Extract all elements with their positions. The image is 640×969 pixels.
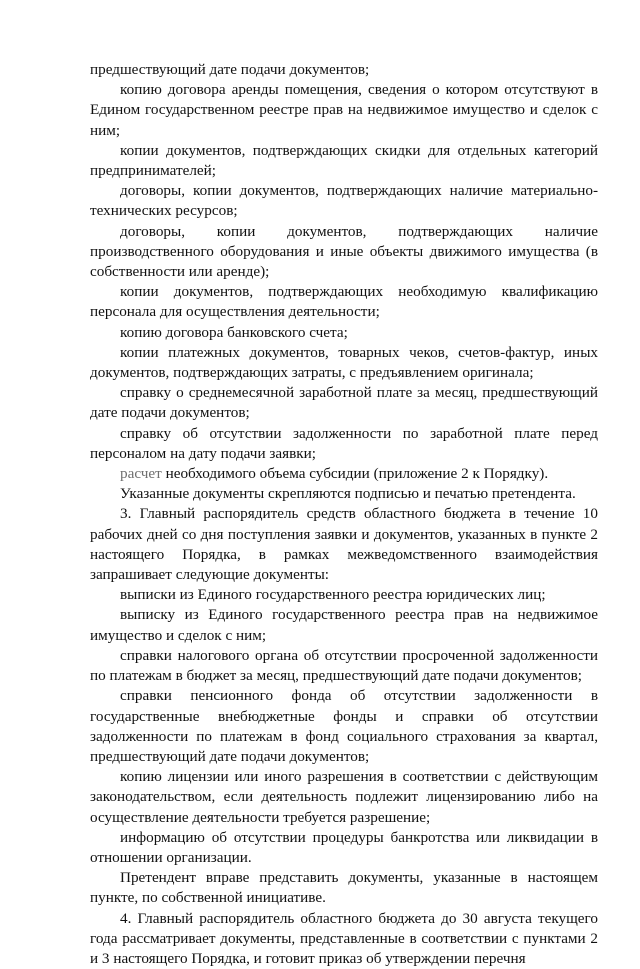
paragraph-lease-contract: копию договора аренды помещения, сведения о котором отсутствуют в Едином государственном реестре прав на недвижимое имущество и сделок с ним; bbox=[90, 81, 598, 139]
paragraph-signature-seal: Указанные документы скрепляются подписью и печатью претендента. bbox=[120, 485, 576, 503]
paragraph-bank-account: копию договора банковского счета; bbox=[120, 323, 348, 341]
paragraph-license-copy: копию лицензии или иного разрешения в соответствии с действующим законодательством, если деятельность подлежит лицензированию либо на осуществление деятельности требуется разрешение; bbox=[90, 768, 598, 826]
paragraph-staff-qualification: копии документов, подтверждающих необходимую квалификацию персонала для осуществления деятельности; bbox=[90, 283, 598, 321]
paragraph-production-equipment: договоры, копии документов, подтверждающих наличие производственного оборудования и иные объекты движимого имущества (в собственности или аренде); bbox=[90, 222, 598, 281]
paragraph-section-4: 4. Главный распорядитель областного бюджета до 30 августа текущего года рассматривает документы, представленные в соответствии с пунктами 2 и 3 настоящего Порядка, и готовит приказ об утверждении перечня bbox=[90, 909, 598, 967]
paragraph-salary-debt: справку об отсутствии задолженности по заработной плате перед персоналом на дату подачи заявки; bbox=[90, 424, 598, 462]
paragraph-payment-documents: копии платежных документов, товарных чеков, счетов-фактур, иных документов, подтверждающих затраты, с предъявлением оригинала; bbox=[90, 343, 598, 382]
paragraph-pension-fund-certificate: справки пенсионного фонда об отсутствии задолженности в государственные внебюджетные фонды и справки об отсутствии задолженности по платежам в фонд социального страхования за квартал, предшествующий дате подачи документов; bbox=[90, 687, 598, 765]
paragraph-bankruptcy-info: информацию об отсутствии процедуры банкротства или ликвидации в отношении организации. bbox=[90, 828, 598, 866]
paragraph-text: необходимого объема субсидии (приложение 2 к Порядку). bbox=[161, 465, 549, 483]
paragraph-continuation: предшествующий дате подачи документов; bbox=[90, 61, 370, 78]
faint-word: расчет bbox=[120, 465, 162, 483]
paragraph-property-register-extract: выписку из Единого государственного реестра прав на недвижимое имущество и сделок с ним; bbox=[90, 606, 598, 644]
paragraph-discount-documents: копии документов, подтверждающих скидки для отдельных категорий предпринимателей; bbox=[90, 141, 598, 180]
paragraph-average-salary: справку о среднемесячной заработной плате за месяц, предшествующий дате подачи документов; bbox=[90, 384, 598, 422]
document-page bbox=[90, 60, 598, 969]
paragraph-own-initiative: Претендент вправе представить документы, указанные в настоящем пункте, по собственной инициативе. bbox=[90, 869, 598, 907]
paragraph-tax-certificate: справки налогового органа об отсутствии просроченной задолженности по платежам в бюджет за месяц, предшествующий дате подачи документов; bbox=[90, 646, 598, 685]
paragraph-section-3: 3. Главный распорядитель средств областного бюджета в течение 10 рабочих дней со дня поступления заявки и документов, указанных в пункте 2 настоящего Порядка, в рамках межведомственного взаимодействия запрашивает следующие документы: bbox=[90, 505, 598, 584]
paragraph-subsidy-calculation bbox=[90, 464, 598, 484]
paragraph-material-resources: договоры, копии документов, подтверждающих наличие материально-технических ресурсов; bbox=[90, 182, 598, 220]
paragraph-legal-entities-extract: выписки из Единого государственного реестра юридических лиц; bbox=[120, 586, 546, 604]
